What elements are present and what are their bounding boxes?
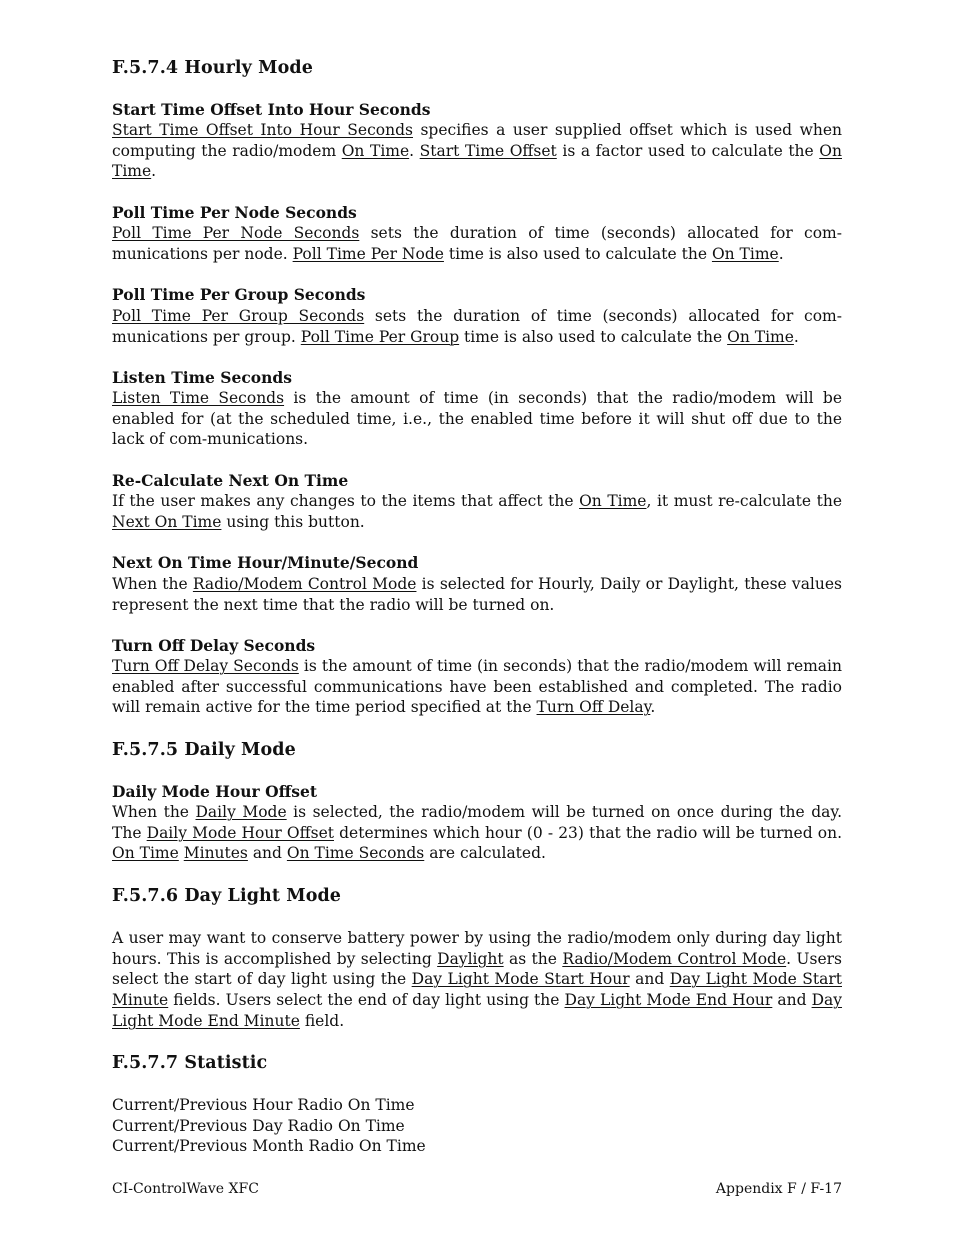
text: . (650, 698, 656, 717)
text: If the user makes any changes to the items that affect the (112, 492, 580, 510)
text: . (409, 141, 420, 160)
statistic-line: Current/Previous Month Radio On Time (112, 1137, 426, 1156)
text: sets the duration of time (seconds) allocated for com-munications per node. (112, 224, 842, 263)
para-next-on-time (112, 574, 842, 615)
term-listen-time-seconds: Listen Time Seconds (112, 389, 285, 407)
para-poll-time-per-group (112, 306, 842, 347)
term-turn-off-delay: Turn Off Delay (536, 698, 651, 717)
term-next-on-time: Next On Time (112, 512, 222, 531)
term-on-time: On Time (341, 141, 410, 160)
text: is selected for Hourly, Daily or Daylight, these values represent the next time that the radio will be turned on. (112, 575, 842, 614)
term-start-time-offset: Start Time Offset (419, 141, 557, 160)
term-minutes: Minutes (183, 844, 248, 863)
term-day-light-mode-start-hour: Day Light Mode Start Hour (411, 970, 630, 989)
term-on-time: On Time (727, 327, 794, 346)
text: When the (112, 803, 196, 821)
heading-next-on-time: Next On Time Hour/Minute/Second (112, 553, 419, 572)
para-start-time-offset (112, 120, 842, 182)
para-daily-mode-hour-offset (112, 802, 842, 864)
heading-poll-time-per-node: Poll Time Per Node Seconds (112, 203, 357, 222)
text: and (772, 991, 812, 1010)
text: time is also used to calculate the (459, 327, 728, 346)
heading-start-time-offset: Start Time Offset Into Hour Seconds (112, 100, 431, 119)
text: , it must re-calculate the (646, 492, 842, 510)
text: time is also used to calculate the (443, 244, 712, 263)
para-poll-time-per-node (112, 223, 842, 264)
term-day-light-mode-end-hour: Day Light Mode End Hour (564, 991, 773, 1010)
term-radio-modem-control-mode: Radio/Modem Control Mode (192, 575, 417, 593)
text: determines which hour (0 - 23) that the radio will be turned on. (334, 823, 843, 842)
term-on-time: On Time (112, 141, 842, 181)
statistic-line: Current/Previous Hour Radio On Time (112, 1096, 415, 1114)
text: . (778, 244, 784, 263)
text: using this button. (221, 512, 365, 531)
heading-recalculate-next-on-time: Re-Calculate Next On Time (112, 471, 349, 490)
text: is the amount of time (in seconds) that the radio/modem will be enabled for (at the scheduled time, i.e., the enabled time before it will shut off due to the lack of com-munications. (112, 389, 842, 449)
section-title-daily-mode: F.5.7.5 Daily Mode (112, 740, 296, 760)
term-on-time-seconds: On Time Seconds (286, 844, 425, 863)
text: A user may want to conserve battery power by using the radio/modem only during day light hours. This is accomplished by selecting (112, 929, 842, 968)
text: as the (503, 949, 563, 968)
term-day-light-mode-end-minute: Day Light Mode End Minute (112, 991, 843, 1030)
footer-document-title: CI-ControlWave XFC (112, 1181, 259, 1197)
term-radio-modem-control-mode: Radio/Modem Control Mode (562, 949, 787, 968)
para-day-light-mode (112, 928, 842, 1032)
text: is the amount of time (in seconds) that the radio/modem will remain enabled after successful communications have been established and completed. The radio will remain active for the time period specified at the (112, 657, 842, 717)
heading-poll-time-per-group: Poll Time Per Group Seconds (112, 285, 366, 304)
heading-listen-time: Listen Time Seconds (112, 368, 292, 387)
text: and (629, 970, 670, 989)
term-on-time: On Time (579, 492, 647, 510)
text: . (793, 327, 799, 346)
para-listen-time (112, 388, 842, 450)
term-poll-time-per-group-seconds: Poll Time Per Group Seconds (112, 307, 365, 325)
statistic-list (112, 1095, 842, 1157)
term-poll-time-per-group: Poll Time Per Group (300, 327, 460, 346)
heading-turn-off-delay: Turn Off Delay Seconds (112, 636, 316, 655)
term-start-time-offset-into-hour-seconds: Start Time Offset Into Hour Seconds (112, 121, 413, 139)
term-day-light-mode-start-minute: Day Light Mode Start Minute (112, 970, 842, 1010)
term-daily-mode-hour-offset: Daily Mode Hour Offset (146, 823, 334, 842)
term-turn-off-delay-seconds: Turn Off Delay Seconds (112, 657, 299, 675)
section-title-statistic: F.5.7.7 Statistic (112, 1053, 268, 1073)
text: sets the duration of time (seconds) allocated for com-munications per group. (112, 307, 842, 346)
text: When the (112, 575, 193, 593)
text: . (151, 162, 157, 181)
footer-page-number: Appendix F / F-17 (715, 1181, 842, 1197)
text: is a factor used to calculate the (556, 141, 820, 160)
text: specifies a user supplied offset which is used when computing the radio/modem (112, 121, 842, 160)
section-title-hourly-mode: F.5.7.4 Hourly Mode (112, 58, 313, 78)
statistic-line: Current/Previous Day Radio On Time (112, 1116, 405, 1135)
section-title-day-light-mode: F.5.7.6 Day Light Mode (112, 886, 342, 906)
para-recalculate (112, 491, 842, 532)
text: and (247, 844, 287, 863)
term-on-time: On Time (112, 844, 179, 863)
text: field. (299, 1011, 345, 1030)
para-turn-off-delay (112, 656, 842, 718)
text: are calculated. (424, 844, 546, 863)
text: is selected, the radio/modem will be turned on once during the day. The (112, 803, 842, 842)
term-poll-time-per-node-seconds: Poll Time Per Node Seconds (112, 224, 360, 242)
heading-daily-mode-hour-offset: Daily Mode Hour Offset (112, 782, 318, 801)
text: . Users select the start of day light using the (112, 949, 842, 989)
term-poll-time-per-node: Poll Time Per Node (292, 244, 444, 263)
term-on-time: On Time (711, 244, 779, 263)
term-daily-mode: Daily Mode (195, 803, 287, 821)
text: fields. Users select the end of day light using the (168, 991, 565, 1010)
term-daylight: Daylight (437, 949, 504, 968)
